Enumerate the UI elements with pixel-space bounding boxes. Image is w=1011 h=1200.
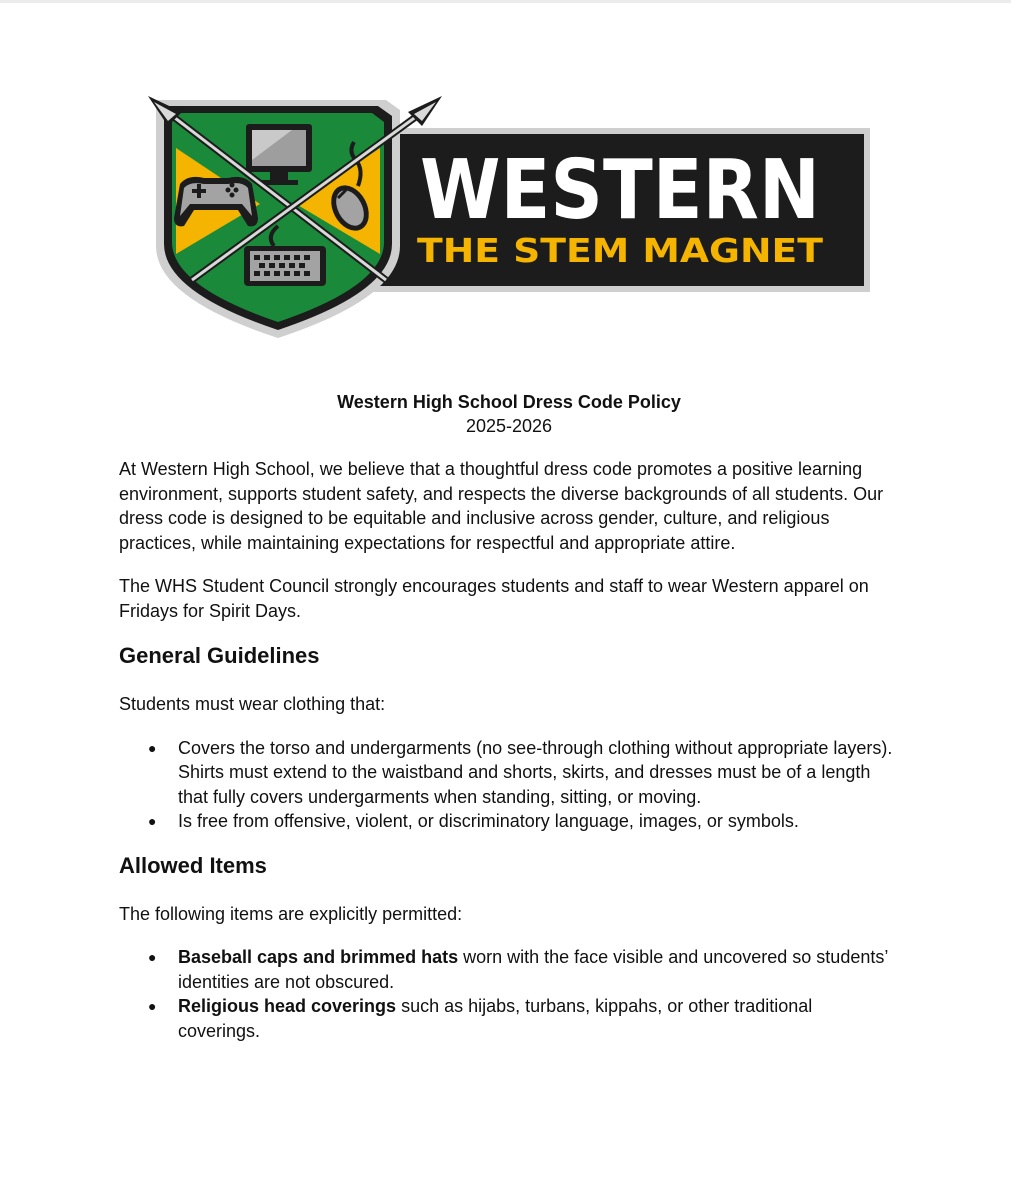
general-guidelines-lead: Students must wear clothing that: bbox=[119, 694, 386, 714]
list-item: ● Is free from offensive, violent, or discriminatory language, images, or symbols. bbox=[119, 809, 899, 834]
list-item bbox=[119, 945, 899, 994]
allowed-items-list bbox=[119, 945, 899, 1043]
page-top-border bbox=[0, 0, 1011, 3]
document-body bbox=[119, 390, 899, 1057]
list-item-bold: Baseball caps and brimmed hats bbox=[178, 947, 459, 967]
list-item-text: worn with the face visible and uncovered so students’ identities are not obscured. bbox=[178, 947, 888, 992]
general-guidelines-heading: General Guidelines bbox=[119, 643, 320, 668]
allowed-items-lead: The following items are explicitly permitted: bbox=[119, 903, 463, 924]
list-item-bold: Religious head coverings bbox=[178, 996, 397, 1016]
title-block bbox=[119, 390, 899, 438]
school-year: 2025-2026 bbox=[465, 416, 553, 436]
list-item bbox=[119, 994, 899, 1043]
school-logo bbox=[142, 86, 872, 341]
general-guidelines-list bbox=[119, 736, 899, 834]
allowed-items-heading: Allowed Items bbox=[119, 852, 267, 878]
list-item: ● Covers the torso and undergarments (no see-through clothing without appropriate layers). Shirts must extend to the waistband and shorts, skirts, and dresses must be of a length that fully covers undergarments when standing, sitting, or moving. bbox=[119, 736, 899, 810]
spirit-day-paragraph: The WHS Student Council strongly encourages students and staff to wear Western apparel on Fridays for Spirit Days. bbox=[119, 576, 869, 621]
intro-paragraph: At Western High School, we believe that a thoughtful dress code promotes a positive learning environment, supports student safety, and respects the diverse backgrounds of all students. Our dress code is designed to be equitable and inclusive across gender, culture, and religious practices, while maintaining expectations for respectful and appropriate attire. bbox=[119, 459, 884, 553]
logo-name: WESTERN bbox=[420, 143, 820, 238]
logo-tagline: THE STEM MAGNET bbox=[417, 231, 824, 270]
list-item-text: such as hijabs, turbans, kippahs, or other traditional coverings. bbox=[178, 996, 813, 1041]
page-title: Western High School Dress Code Policy bbox=[337, 392, 681, 412]
